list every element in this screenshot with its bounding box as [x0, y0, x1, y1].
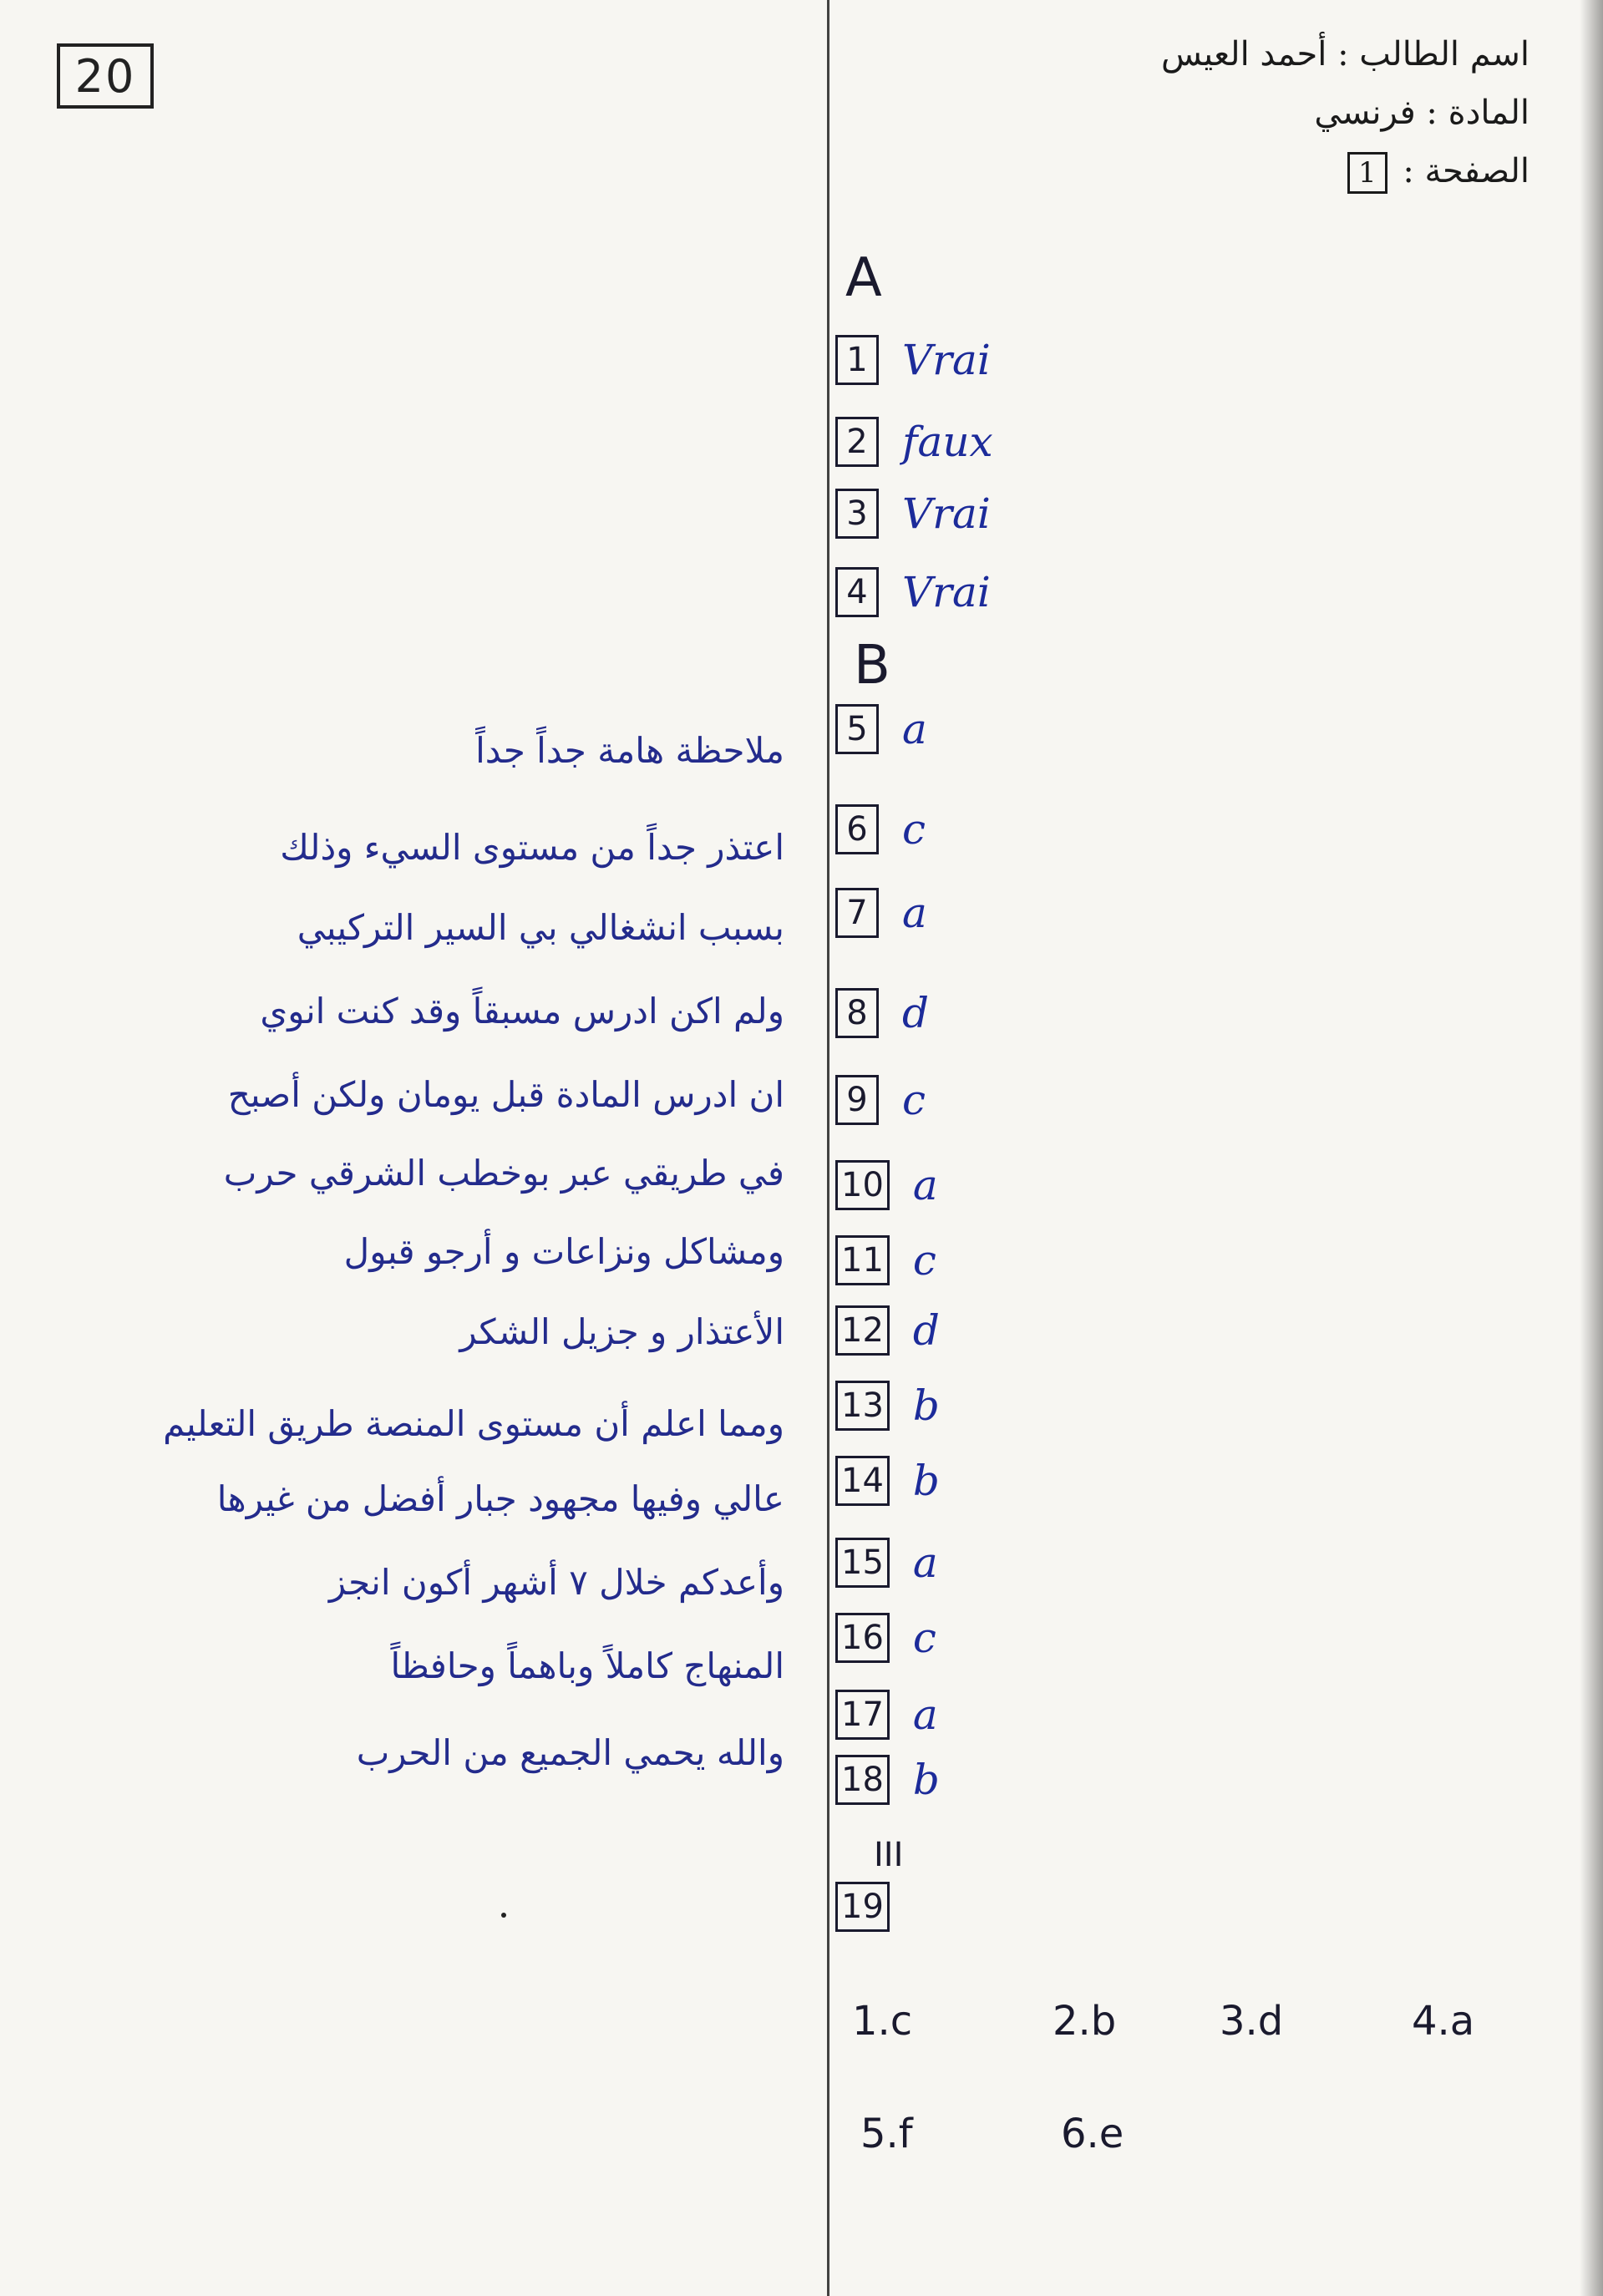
answer-row [835, 702, 927, 757]
answer-value: Vrai [902, 489, 991, 538]
column-divider [827, 0, 829, 2296]
answer-row [835, 1879, 913, 1934]
matching-answer: 6.e [1061, 2111, 1124, 2157]
answer-value: c [912, 1614, 936, 1662]
note-line: والله يحمي الجميع من الحرب [356, 1732, 784, 1773]
answer-value: a [912, 1690, 938, 1739]
question-number: 1 [835, 335, 879, 385]
question-number: 4 [835, 567, 879, 617]
page-edge-shadow [1580, 0, 1603, 2296]
note-line: المنهاج كاملاً وباهماً وحافظاً [390, 1645, 784, 1686]
grade-box: 20 [57, 43, 154, 109]
answer-row [835, 565, 991, 620]
answer-value: c [902, 805, 926, 854]
answer-row [835, 1752, 940, 1807]
note-line: اعتذر جداً من مستوى السيء وذلك [280, 827, 784, 868]
question-number: 2 [835, 417, 879, 467]
answer-value: b [912, 1381, 940, 1430]
question-number: 8 [835, 988, 879, 1038]
answer-row [835, 1303, 940, 1358]
answer-value: b [912, 1457, 940, 1505]
answer-row [835, 1378, 940, 1433]
note-line: ولم اكن ادرس مسبقاً وقد كنت انوي [260, 991, 784, 1031]
answer-value: c [912, 1236, 936, 1285]
matching-answer: 3.d [1220, 1998, 1284, 2045]
note-line: وأعدكم خلال ٧ أشهر أكون انجز [328, 1562, 784, 1603]
answer-value: c [902, 1076, 926, 1124]
question-number: 16 [835, 1613, 890, 1663]
page-number: 1 [1347, 152, 1387, 194]
ink-dot [501, 1913, 506, 1918]
answer-value: faux [902, 418, 993, 466]
note-line: عالي وفيها مجهود جبار أفضل من غيرها [216, 1478, 784, 1519]
answer-row [835, 1158, 938, 1213]
question-number: 14 [835, 1456, 890, 1506]
question-number: 5 [835, 704, 879, 754]
answer-value: b [912, 1756, 940, 1804]
question-number: 15 [835, 1538, 890, 1588]
note-line: الأعتذار و جزيل الشكر [459, 1311, 784, 1352]
question-number: 9 [835, 1075, 879, 1125]
answer-row [835, 986, 929, 1041]
matching-answer: 2.b [1053, 1998, 1117, 2045]
note-line: في طريقي عبر بوخطب الشرقي حرب [223, 1153, 784, 1194]
header-block [1012, 25, 1529, 200]
answer-value: a [902, 889, 927, 937]
matching-answer: 4.a [1412, 1998, 1475, 2045]
answer-value: d [912, 1306, 940, 1355]
question-number: 7 [835, 888, 879, 938]
answer-row [835, 486, 991, 541]
question-number: 11 [835, 1235, 890, 1285]
answer-value: a [912, 1538, 938, 1587]
answer-value: d [902, 989, 930, 1037]
answer-value: a [912, 1161, 938, 1209]
page-indicator [1012, 142, 1529, 200]
answer-row [835, 332, 991, 388]
question-number: 19 [835, 1882, 890, 1932]
student-name: اسم الطالب : أحمد العيس [1161, 35, 1529, 73]
answer-row [835, 1233, 936, 1288]
answer-value: a [902, 705, 927, 753]
question-number: 3 [835, 489, 879, 539]
section-a-label: A [845, 247, 882, 309]
answer-value: Vrai [902, 568, 991, 616]
answer-row [835, 1453, 940, 1508]
question-number: 17 [835, 1690, 890, 1740]
answer-row [835, 885, 927, 940]
answer-row [835, 1072, 926, 1128]
question-number: 6 [835, 804, 879, 854]
answer-row [835, 1610, 936, 1665]
question-number: 12 [835, 1305, 890, 1356]
page-label: الصفحة : [1403, 152, 1529, 190]
subject: المادة : فرنسي [1314, 94, 1529, 132]
section-b-label: B [854, 635, 890, 697]
answer-value: Vrai [902, 336, 991, 384]
note-line: ان ادرس المادة قبل يومان ولكن أصبح [227, 1074, 784, 1115]
answer-row [835, 1687, 938, 1742]
tally-marks: III [874, 1836, 904, 1874]
matching-answer: 1.c [852, 1998, 913, 2045]
note-line: بسبب انشغالي بي السير التركيبي [297, 907, 784, 948]
question-number: 13 [835, 1381, 890, 1431]
matching-answer: 5.f [860, 2111, 913, 2157]
question-number: 10 [835, 1160, 890, 1210]
answer-row [835, 414, 993, 469]
answer-row [835, 1535, 938, 1590]
note-line: ومشاكل ونزاعات و أرجو قبول [343, 1231, 784, 1272]
note-line: ومما اعلم أن مستوى المنصة طريق التعليم [163, 1403, 784, 1444]
note-title: ملاحظة هامة جداً جداً [475, 730, 784, 771]
answer-row [835, 802, 926, 857]
question-number: 18 [835, 1755, 890, 1805]
